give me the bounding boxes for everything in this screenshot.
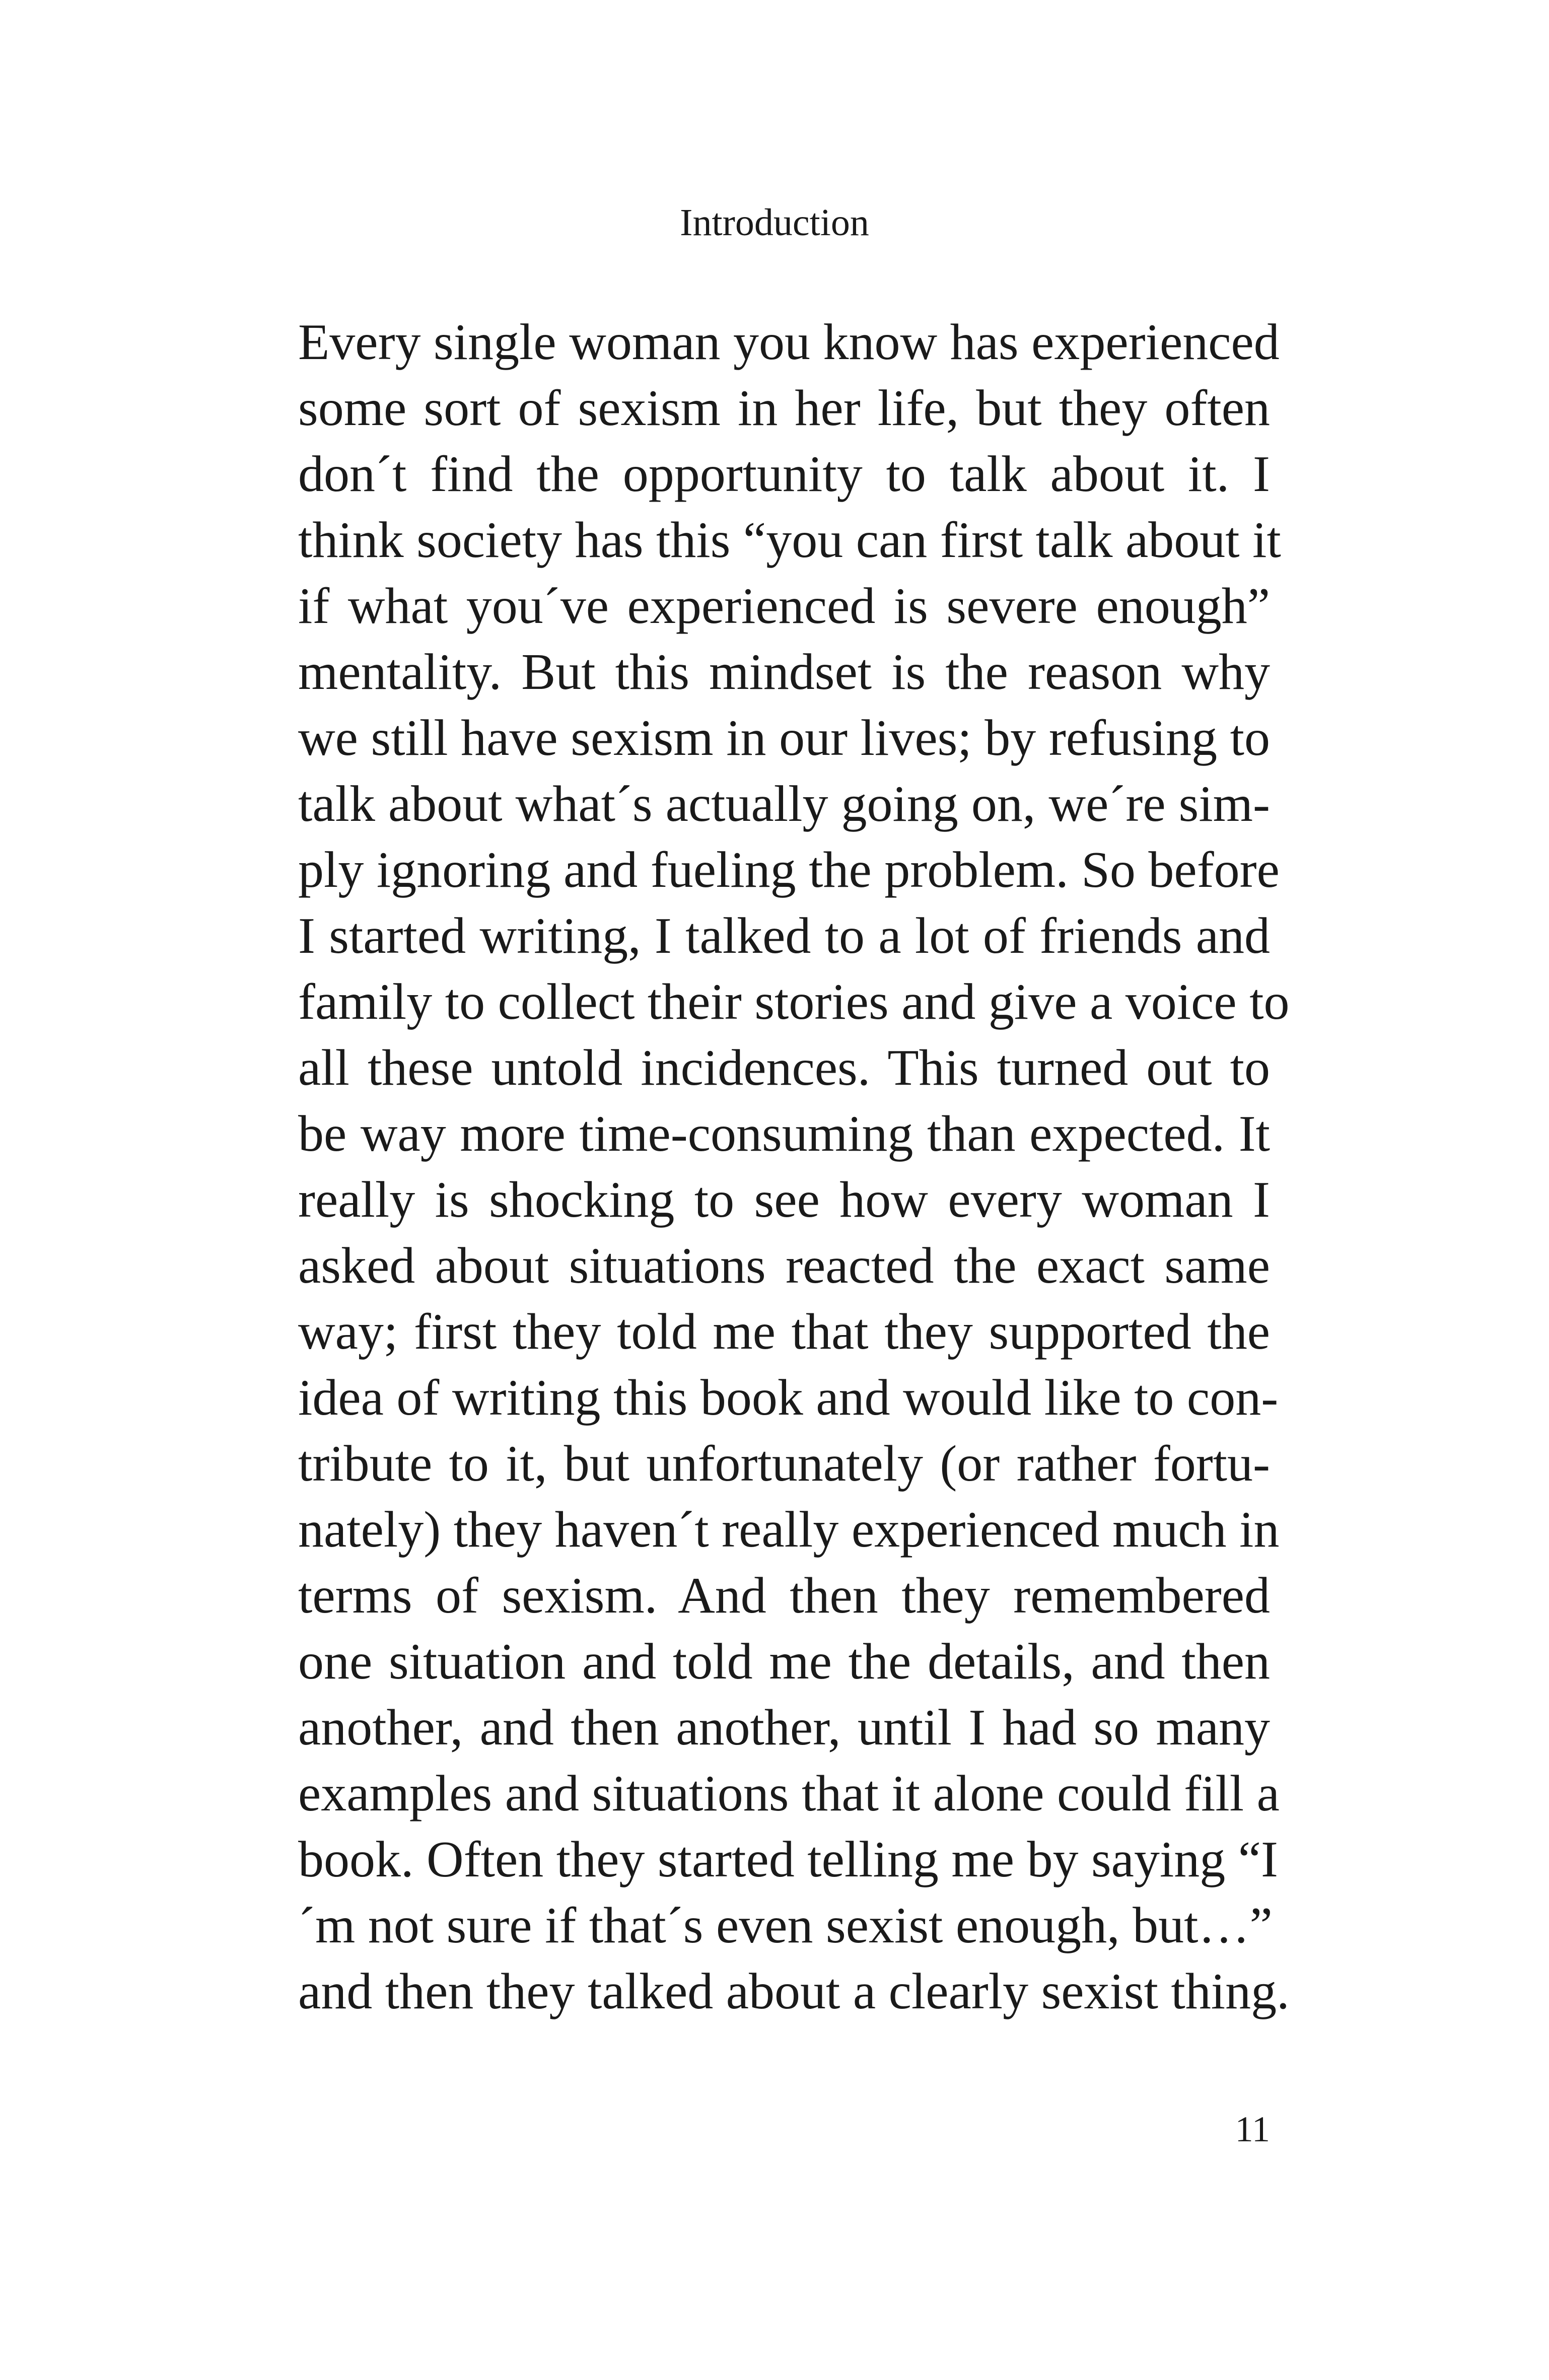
running-header: Introduction	[680, 201, 869, 244]
text-line: ply ignoring and fueling the problem. So before	[298, 842, 1280, 898]
text-line: way; first they told me that they supported the	[298, 1303, 1270, 1360]
text-line: one situation and told me the details, and then	[298, 1633, 1270, 1690]
text-line: some sort of sexism in her life, but they often	[298, 380, 1270, 437]
text-line: and then they talked about a clearly sexist thing.	[298, 1963, 1290, 2020]
text-line: we still have sexism in our lives; by refusing to	[298, 710, 1270, 766]
page-number: 11	[1235, 2109, 1270, 2149]
text-line: I started writing, I talked to a lot of friends and	[298, 907, 1270, 964]
text-line: really is shocking to see how every woman I	[298, 1171, 1270, 1228]
text-line: asked about situations reacted the exact same	[298, 1237, 1270, 1294]
text-line: idea of writing this book and would like to con-	[298, 1369, 1279, 1426]
text-line: terms of sexism. And then they remembered	[298, 1567, 1270, 1624]
text-line: if what you´ve experienced is severe enough”	[298, 578, 1270, 635]
text-line: think society has this “you can first talk about it	[298, 512, 1281, 569]
text-line: examples and situations that it alone could fill a	[298, 1765, 1280, 1822]
text-line: ´m not sure if that´s even sexist enough, but…”	[298, 1897, 1273, 1954]
text-line: tribute to it, but unfortunately (or rather fortu-	[298, 1435, 1270, 1492]
text-line: book. Often they started telling me by saying “I	[298, 1831, 1279, 1888]
text-line: all these untold incidences. This turned out to	[298, 1039, 1270, 1096]
body-paragraph	[298, 309, 1290, 2024]
text-line: Every single woman you know has experienced	[298, 314, 1280, 371]
text-line: mentality. But this mindset is the reason why	[298, 644, 1270, 701]
text-line: don´t find the opportunity to talk about it. I	[298, 446, 1270, 503]
text-line: be way more time-consuming than expected. It	[298, 1105, 1270, 1162]
text-line: talk about what´s actually going on, we´re sim-	[298, 776, 1270, 832]
text-line: family to collect their stories and give a voice to	[298, 973, 1290, 1030]
text-line: nately) they haven´t really experienced much in	[298, 1501, 1280, 1558]
text-line: another, and then another, until I had so many	[298, 1699, 1270, 1756]
